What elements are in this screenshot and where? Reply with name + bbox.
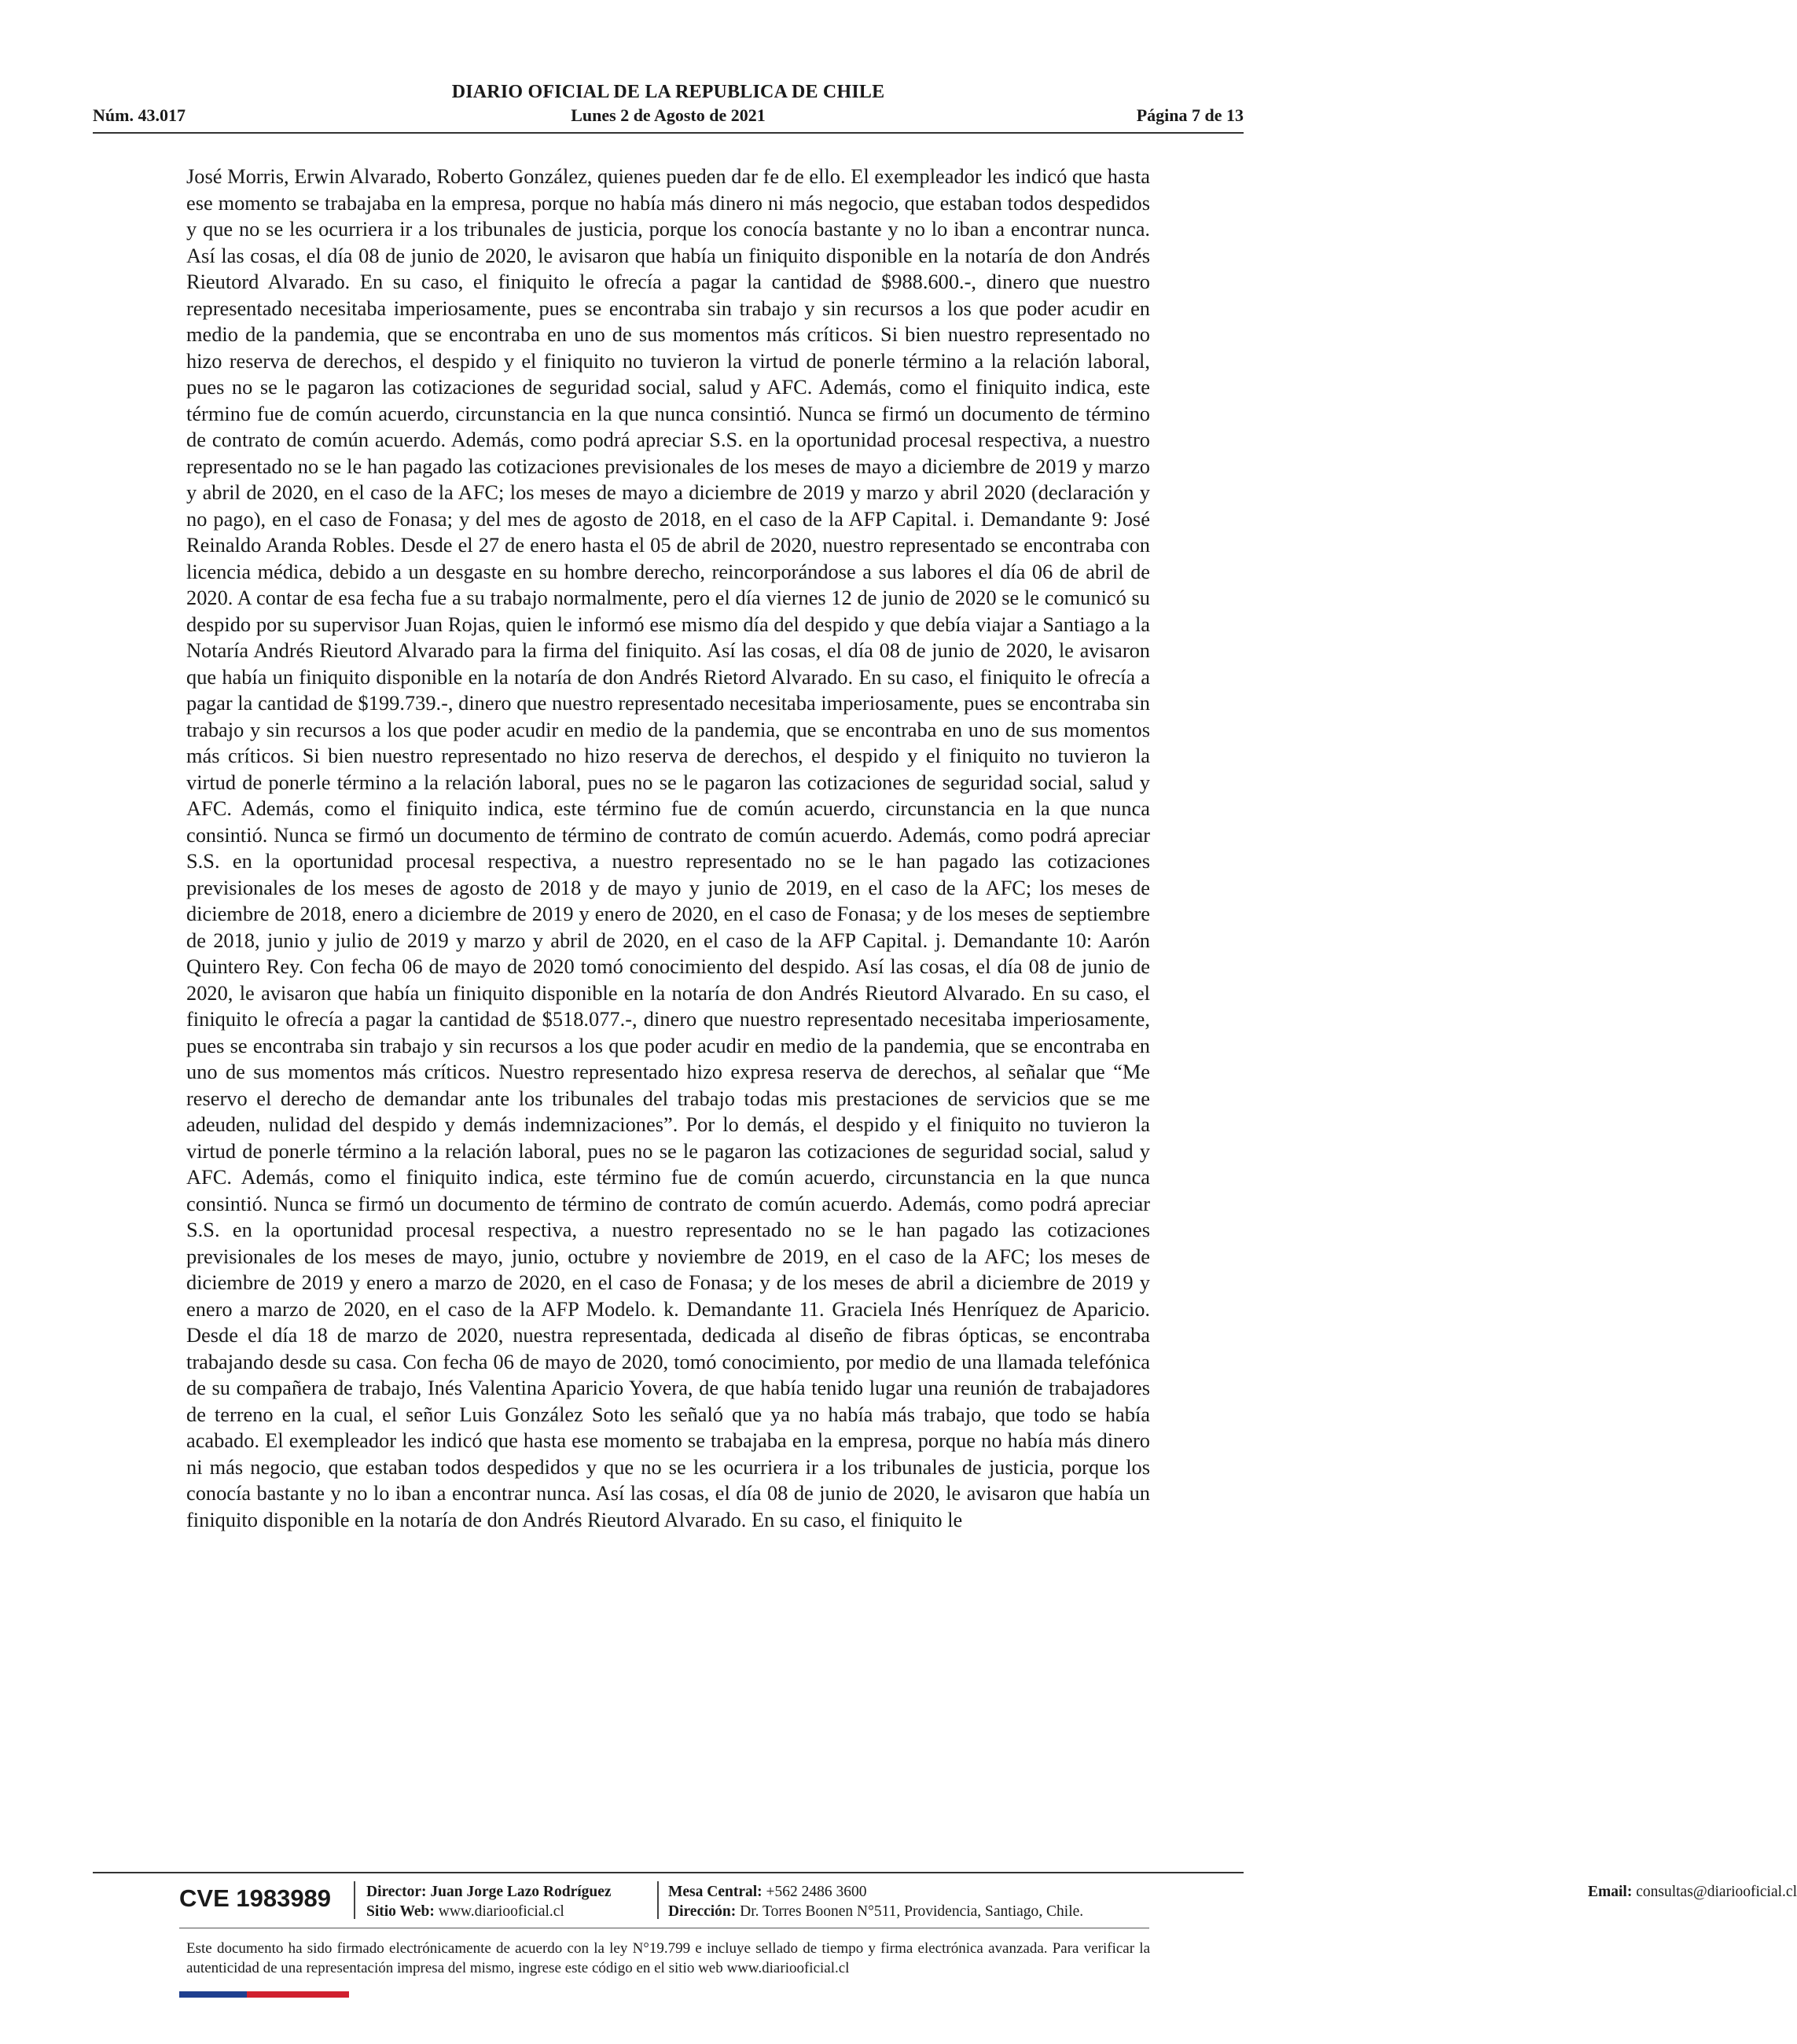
flag-red-segment <box>247 1991 349 1998</box>
body-paragraph: José Morris, Erwin Alvarado, Roberto González, quienes pueden dar fe de ello. El exempleador les indicó que hasta ese momento se trabajaba en la empresa, porque no había más dinero ni más negocio, que estaban todos despedidos y que no se les ocurriera ir a los tribunales de justicia, porque los conocía bastante y no lo iban a encontrar nunca. Así las cosas, el día 08 de junio de 2020, le avisaron que había un finiquito disponible en la notaría de don Andrés Rieutord Alvarado. En su caso, el finiquito le ofrecía a pagar la cantidad de $988.600.-, dinero que nuestro representado necesitaba imperiosamente, pues se encontraba sin trabajo y sin recursos a los que poder acudir en medio de la pandemia, que se encontraba en uno de sus momentos más críticos. Si bien nuestro representado no hizo reserva de derechos, el despido y el finiquito no tuvieron la virtud de ponerle término a la relación laboral, pues no se le pagaron las cotizaciones de seguridad social, salud y AFC. Además, como el finiquito indica, este término fue de común acuerdo, circunstancia en la que nunca consintió. Nunca se firmó un documento de término de contrato de común acuerdo. Además, como podrá apreciar S.S. en la oportunidad procesal respectiva, a nuestro representado no se le han pagado las cotizaciones previsionales de los meses de mayo a diciembre de 2019 y marzo y abril de 2020, en el caso de la AFC; los meses de mayo a diciembre de 2019 y marzo y abril 2020 (declaración y no pago), en el caso de Fonasa; y del mes de agosto de 2018, en el caso de la AFP Capital. i. Demandante 9: José Reinaldo Aranda Robles. Desde el 27 de enero hasta el 05 de abril de 2020, nuestro representado se encontraba con licencia médica, debido a un desgaste en su hombre derecho, reincorporándose a sus labores el día 06 de abril de 2020. A contar de esa fecha fue a su trabajo normalmente, pero el día viernes 12 de junio de 2020 se le comunicó su despido por su supervisor Juan Rojas, quien le informó ese mismo día del despido y que debía viajar a Santiago a la Notaría Andrés Rieutord Alvarado para la firma del finiquito. Así las cosas, el día 08 de junio de 2020, le avisaron que había un finiquito disponible en la notaría de don Andrés Rietord Alvarado. En su caso, el finiquito le ofrecía a pagar la cantidad de $199.739.-, dinero que nuestro representado necesitaba imperiosamente, pues se encontraba sin trabajo y sin recursos a los que poder acudir en medio de la pandemia, que se encontraba en uno de sus momentos más críticos. Si bien nuestro representado no hizo reserva de derechos, el despido y el finiquito no tuvieron la virtud de ponerle término a la relación laboral, pues no se le pagaron las cotizaciones de seguridad social, salud y AFC. Además, como el finiquito indica, este término fue de común acuerdo, circunstancia en la que nunca consintió. Nunca se firmó un documento de término de contrato de común acuerdo. Además, como podrá apreciar S.S. en la oportunidad procesal respectiva, a nuestro representado no se le han pagado las cotizaciones previsionales de los meses de agosto de 2018 y de mayo y junio de 2019, en el caso de la AFC; los meses de diciembre de 2018, enero a diciembre de 2019 y enero de 2020, en el caso de Fonasa; y de los meses de septiembre de 2018, junio y julio de 2019 y marzo y abril de 2020, en el caso de la AFP Capital. j. Demandante 10: Aarón Quintero Rey. Con fecha 06 de mayo de 2020 tomó conocimiento del despido. Así las cosas, el día 08 de junio de 2020, le avisaron que había un finiquito disponible en la notaría de don Andrés Rieutord Alvarado. En su caso, el finiquito le ofrecía a pagar la cantidad de $518.077.-, dinero que nuestro representado necesitaba imperiosamente, pues se encontraba sin trabajo y sin recursos a los que poder acudir en medio de la pandemia, que se encontraba en uno de sus momentos más críticos. Nuestro representado hizo expresa reserva de derechos, al señalar que “Me reservo el derecho de demandar ante los tribunales del trabajo todas mis prestaciones de servicios que se me adeuden, nulidad del despido y demás indemnizaciones”. Por lo demás, el despido y el finiquito no tuvieron la virtud de ponerle término a la relación laboral, pues no se le pagaron las cotizaciones de seguridad social, salud y AFC. Además, como el finiquito indica, este término fue de común acuerdo, circunstancia en la que nunca consintió. Nunca se firmó un documento de término de contrato de común acuerdo. Además, como podrá apreciar S.S. en la oportunidad procesal respectiva, a nuestro representado no se le han pagado las cotizaciones previsionales de los meses de mayo, junio, octubre y noviembre de 2019, en el caso de la AFC; los meses de diciembre de 2019 y enero a marzo de 2020, en el caso de Fonasa; y de los meses de abril a diciembre de 2019 y enero a marzo de 2020, en el caso de la AFP Modelo. k. Demandante 11. Graciela Inés Henríquez de Aparicio. Desde el día 18 de marzo de 2020, nuestra representada, dedicada al diseño de fibras ópticas, se encontraba trabajando desde su casa. Con fecha 06 de mayo de 2020, tomó conocimiento, por medio de una llamada telefónica de su compañera de trabajo, Inés Valentina Aparicio Yovera, de que había tenido lugar una reunión de trabajadores de terreno en la cual, el señor Luis González Soto les señaló que ya no había más trabajo, que todo se había acabado. El exempleador les indicó que hasta ese momento se trabajaba en la empresa, porque no había más dinero ni más negocio, que estaban todos despedidos y que no se les ocurriera ir a los tribunales de justicia, porque los conocía bastante y no lo iban a encontrar nunca. Así las cosas, el día 08 de junio de 2020, le avisaron que había un finiquito disponible en la notaría de don Andrés Rieutord Alvarado. En su caso, el finiquito le <box>186 164 1150 1531</box>
website-link[interactable]: www.diariooficial.cl <box>438 1903 564 1920</box>
footer-separator <box>354 1881 355 1919</box>
email-group <box>1588 1882 1797 1902</box>
publication-title: DIARIO OFICIAL DE LA REPUBLICA DE CHILE <box>451 82 885 102</box>
phone-number: +562 2486 3600 <box>766 1884 867 1900</box>
header-divider <box>93 132 1244 134</box>
footer-divider <box>93 1872 1244 1873</box>
phone-label: Mesa Central: <box>668 1884 763 1900</box>
address-label: Dirección: <box>668 1903 737 1920</box>
director-label: Director: <box>366 1884 427 1900</box>
footer-separator <box>657 1881 659 1919</box>
chile-flag-stripe <box>179 1991 349 1998</box>
website-label: Sitio Web: <box>366 1903 435 1920</box>
footer-director-block <box>366 1882 612 1921</box>
footer-contact-block <box>668 1882 1797 1921</box>
flag-blue-segment <box>179 1991 247 1998</box>
director-name: Juan Jorge Lazo Rodríguez <box>430 1884 612 1900</box>
email-link[interactable]: consultas@diariooficial.cl <box>1636 1884 1797 1900</box>
issue-date: Lunes 2 de Agosto de 2021 <box>571 105 766 125</box>
address-value: Dr. Torres Boonen N°511, Providencia, Santiago, Chile. <box>740 1903 1084 1920</box>
page-header <box>93 79 1244 134</box>
legal-notice: Este documento ha sido firmado electrónicamente de acuerdo con la ley N°19.799 e incluye sellado de tiempo y firma electrónica avanzada. Para verificar la autenticidad de una representación impresa del mismo, ingrese este código en el sitio web www.diariooficial.cl <box>186 1940 1150 1976</box>
cve-code: CVE 1983989 <box>179 1884 332 1912</box>
issue-number: Núm. 43.017 <box>93 105 186 125</box>
email-label: Email: <box>1588 1884 1633 1900</box>
page-indicator: Página 7 de 13 <box>1136 105 1244 125</box>
